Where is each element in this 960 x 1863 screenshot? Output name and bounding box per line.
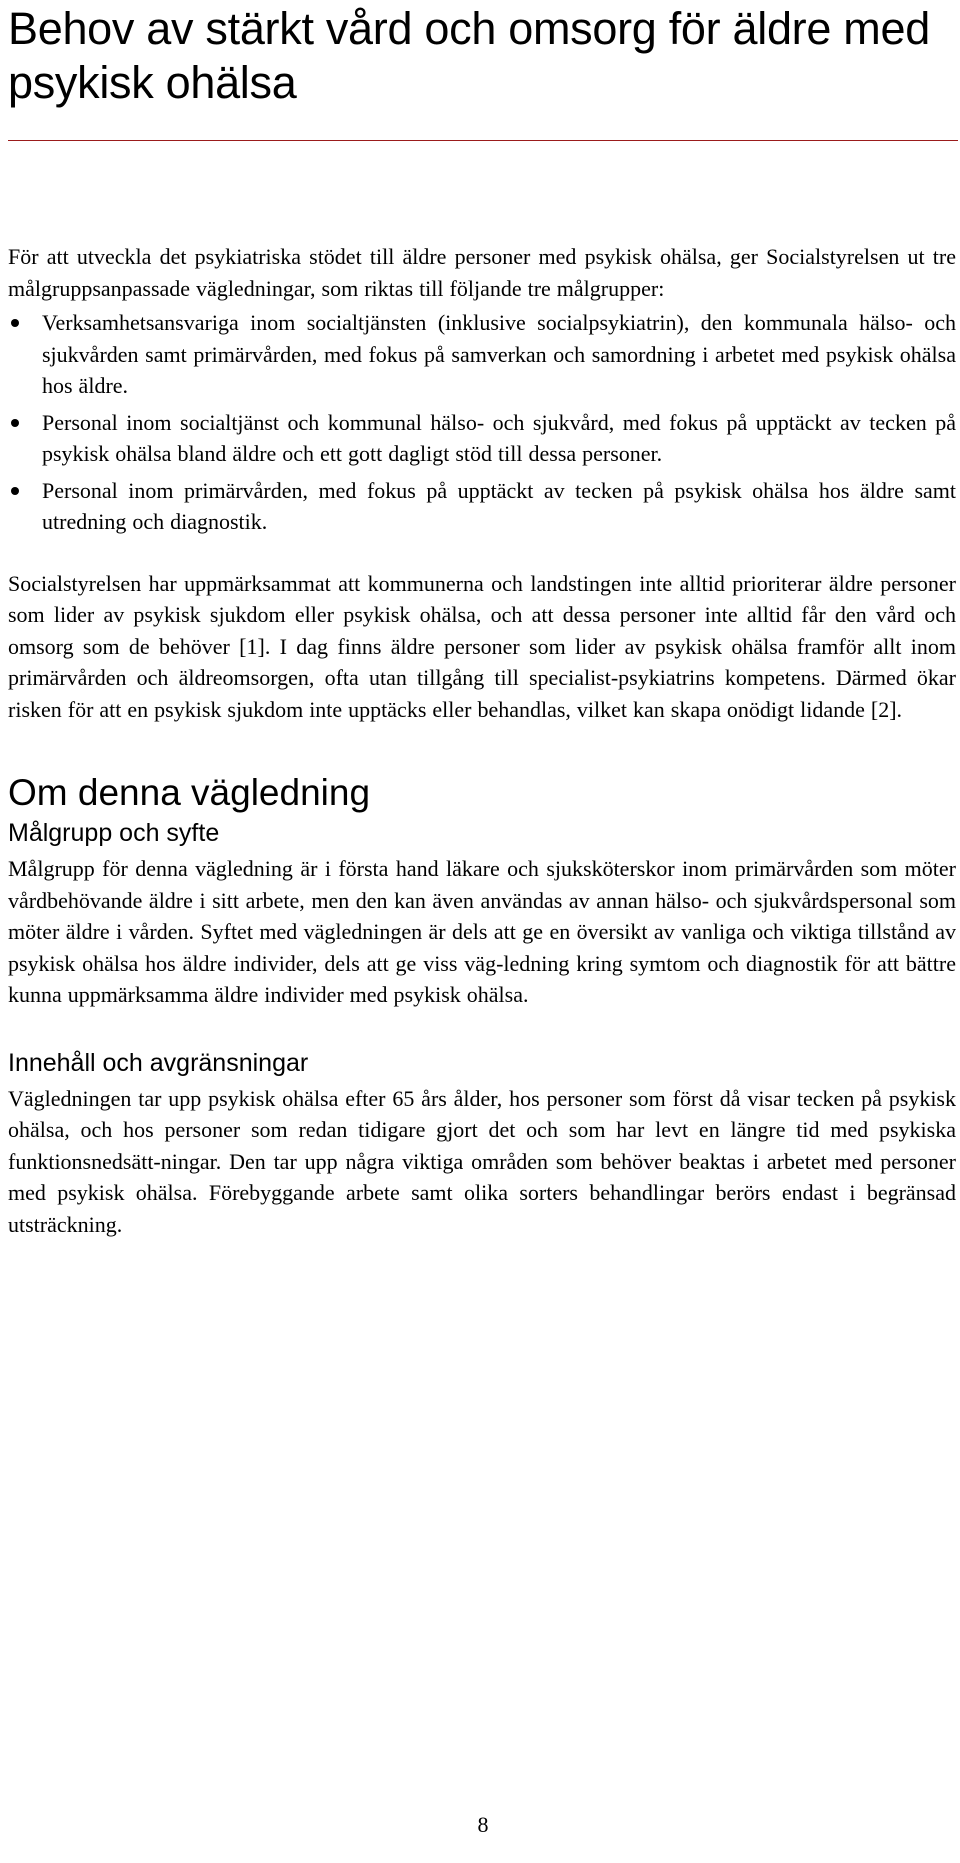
subsection-heading-scope: Innehåll och avgränsningar (8, 1048, 309, 1077)
bullet-icon (11, 419, 19, 427)
background-paragraph: Socialstyrelsen har uppmärksammat att kommunerna och landstingen inte alltid prioriterar äldre personer som lider av psykisk sjukdom eller psykisk ohälsa, och att dessa personer inte alltid får den vård och omsorg som de behöver [1]. I dag finns äldre personer som lider av psykisk ohälsa framför allt inom primärvården och äldreomsorgen, ofta utan tillgång till specialist-psykiatrins kompetens. Därmed ökar risken för att en psykisk sjukdom inte upptäcks eller behandlas, vilket kan skapa onödigt lidande [2]. (8, 570, 956, 722)
list-item-text: Personal inom primärvården, med fokus på upptäckt av tecken på psykisk ohälsa hos äldre samt utredning och diagnostik. (42, 477, 956, 534)
target-group-list (8, 307, 956, 538)
target-group-paragraph: Målgrupp för denna vägledning är i första hand läkare och sjuksköterskor inom primärvården som möter vårdbehövande äldre i sitt arbete, men den kan även användas av annan hälso- och sjukvårdspersonal som möter äldre i vården. Syftet med vägledningen är dels att ge en översikt av vanliga och viktiga tillstånd av psykisk ohälsa hos äldre individer, dels att ge viss väg-ledning kring symtom och diagnostik för att bättre kunna uppmärksamma äldre individer med psykisk ohälsa. (8, 856, 956, 1007)
list-item (8, 307, 956, 402)
list-item-text: Verksamhetsansvariga inom socialtjänsten (inklusive socialpsykiatrin), den kommunala hälso- och sjukvården samt primärvården, med fokus på samverkan och samordning i arbetet med psykisk ohälsa hos äldre. (42, 310, 956, 398)
page-title: Behov av stärkt vård och omsorg för äldre med psykisk ohälsa (8, 3, 930, 108)
section-heading: Om denna vägledning (8, 772, 371, 813)
list-item (8, 407, 956, 470)
list-item-text: Personal inom socialtjänst och kommunal hälso- och sjukvård, med fokus på upptäckt av tecken på psykisk ohälsa bland äldre och ett gott dagligt stöd till dessa personer. (42, 409, 956, 466)
page-number: 8 (477, 1812, 489, 1837)
scope-paragraph: Vägledningen tar upp psykisk ohälsa efter 65 års ålder, hos personer som först då visar tecken på psykisk ohälsa, och hos personer som redan tidigare gjort det och som har levt en längre tid med psykiska funktionsnedsätt-ningar. Den tar upp några viktiga områden som behöver beaktas i arbetet med personer med psykisk ohälsa. Förebyggande arbete samt olika sorters behandlingar berörs endast i begränsad utsträckning. (8, 1085, 956, 1237)
bullet-icon (11, 319, 19, 327)
list-item (8, 475, 956, 538)
subsection-heading-target-group: Målgrupp och syfte (8, 819, 220, 847)
title-divider (8, 140, 958, 141)
bullet-icon (11, 487, 19, 495)
intro-paragraph: För att utveckla det psykiatriska stödet till äldre personer med psykisk ohälsa, ger Socialstyrelsen ut tre målgruppsanpassade vägledningar, som riktas till följande tre målgrupper: (8, 244, 956, 301)
document-page (8, 0, 956, 1863)
